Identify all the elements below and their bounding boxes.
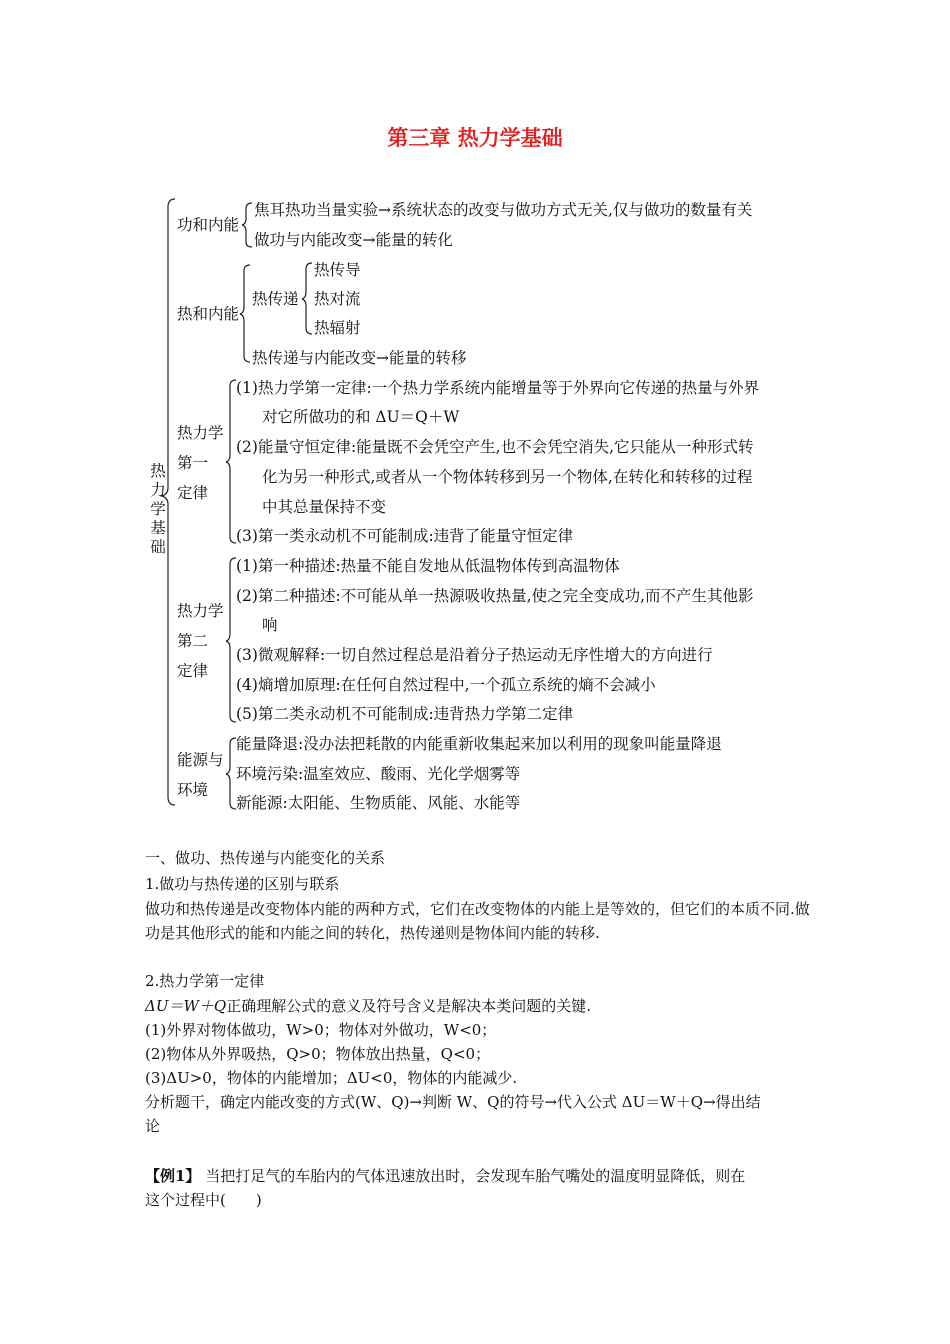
section-heading: 一、做功、热传递与内能变化的关系 [145,849,386,867]
group-label-energy-1: 能源与 [177,751,224,769]
subsection-2: 2.热力学第一定律 [145,972,265,990]
g2-sub-brace [302,263,312,334]
g3-line-2c: 中其总量保持不变 [262,498,387,516]
group-label-heat: 热和内能 [177,305,240,323]
example-line-1 [145,1165,810,1189]
group-label-first-law-3: 定律 [177,484,209,502]
g1-line-1: 焦耳热功当量实验→系统状态的改变与做功方式无关,仅与做功的数量有关 [254,201,753,219]
g2-sub-item-2: 热对流 [314,290,361,308]
g5-brace [226,738,236,809]
g3-brace [226,380,236,543]
g3-line-3: (3)第一类永动机不可能制成:违背了能量守恒定律 [236,527,574,545]
formula-note: 正确理解公式的意义及符号含义是解决本类问题的关键. [226,997,591,1015]
g4-line-1: (1)第一种描述:热量不能自发地从低温物体传到高温物体 [236,557,620,575]
g3-line-1a: (1)热力学第一定律:一个热力学系统内能增量等于外界向它传递的热量与外界 [236,379,760,397]
analysis-line-2: 论 [145,1117,161,1135]
sign-item-3: (3)ΔU>0，物体的内能增加；ΔU<0，物体的内能减少. [145,1069,518,1087]
g2-sub-item-1: 热传导 [314,261,361,279]
g4-line-4: (4)熵增加原理:在任何自然过程中,一个孤立系统的熵不会减小 [236,676,656,694]
g5-line-2: 环境污染:温室效应、酸雨、光化学烟雾等 [236,765,521,783]
g2-sub-label: 热传递 [252,290,299,308]
group-label-energy-2: 环境 [177,781,209,799]
g5-line-1: 能量降退:没办法把耗散的内能重新收集起来加以利用的现象叫能量降退 [236,735,722,753]
g5-line-3: 新能源:太阳能、生物质能、风能、水能等 [236,794,521,812]
g3-line-2a: (2)能量守恒定律:能量既不会凭空产生,也不会凭空消失,它只能从一种形式转 [236,438,754,456]
group-label-first-law-2: 第一 [177,454,209,472]
group-label-second-law-3: 定律 [177,662,209,680]
g4-line-3: (3)微观解释:一切自然过程总是沿着分子热运动无序性增大的方向进行 [236,646,713,664]
sign-item-1: (1)外界对物体做功，W>0；物体对外做功，W<0； [145,1021,497,1039]
g4-line-2a: (2)第二种描述:不可能从单一热源吸收热量,使之完全变成功,而不产生其他影 [236,587,754,605]
g1-brace [242,203,252,247]
page-title: 第三章 热力学基础 [387,126,563,150]
g3-line-2b: 化为另一种形式,或者从一个物体转移到另一个物体,在转化和转移的过程 [262,468,753,486]
subsection-1: 1.做功与热传递的区别与联系 [145,875,340,893]
example-text-2: 这个过程中( ) [145,1191,262,1209]
analysis-line-1: 分析题干，确定内能改变的方式(W、Q)→判断 W、Q的符号→代入公式 ΔU＝W＋Q→得出结 [145,1093,761,1111]
g4-line-5: (5)第二类永动机不可能制成:违背热力学第二定律 [236,705,574,723]
example-tag: 【例1】 [145,1167,201,1185]
group-label-work: 功和内能 [177,216,240,234]
sign-item-2: (2)物体从外界吸热，Q>0；物体放出热量，Q<0； [145,1045,491,1063]
group-label-second-law-2: 第二 [177,632,209,650]
g2-brace [240,265,250,362]
g1-line-2: 做功与内能改变→能量的转化 [254,231,453,249]
g4-brace [226,558,236,722]
g2-sub-item-3: 热辐射 [314,319,361,337]
formula-line [145,995,810,1019]
example-text-1: 当把打足气的车胎内的气体迅速放出时，会发现车胎气嘴处的温度明显降低，则在 [205,1167,746,1185]
formula: ΔU＝W＋Q [145,997,227,1015]
paragraph-1: 做功和热传递是改变物体内能的两种方式，它们在改变物体的内能上是等效的，但它们的本质不同.做功是其他形式的能和内能之间的转化，热传递则是物体间内能的转移. [145,900,810,942]
g3-line-1b: 对它所做功的和 ΔU＝Q＋W [262,408,460,426]
root-label: 热力学基础 [150,462,166,556]
g4-line-2b: 响 [262,616,278,634]
group-label-first-law-1: 热力学 [177,424,224,442]
group-label-second-law-1: 热力学 [177,602,224,620]
g2-line-2: 热传递与内能改变→能量的转移 [252,349,467,367]
